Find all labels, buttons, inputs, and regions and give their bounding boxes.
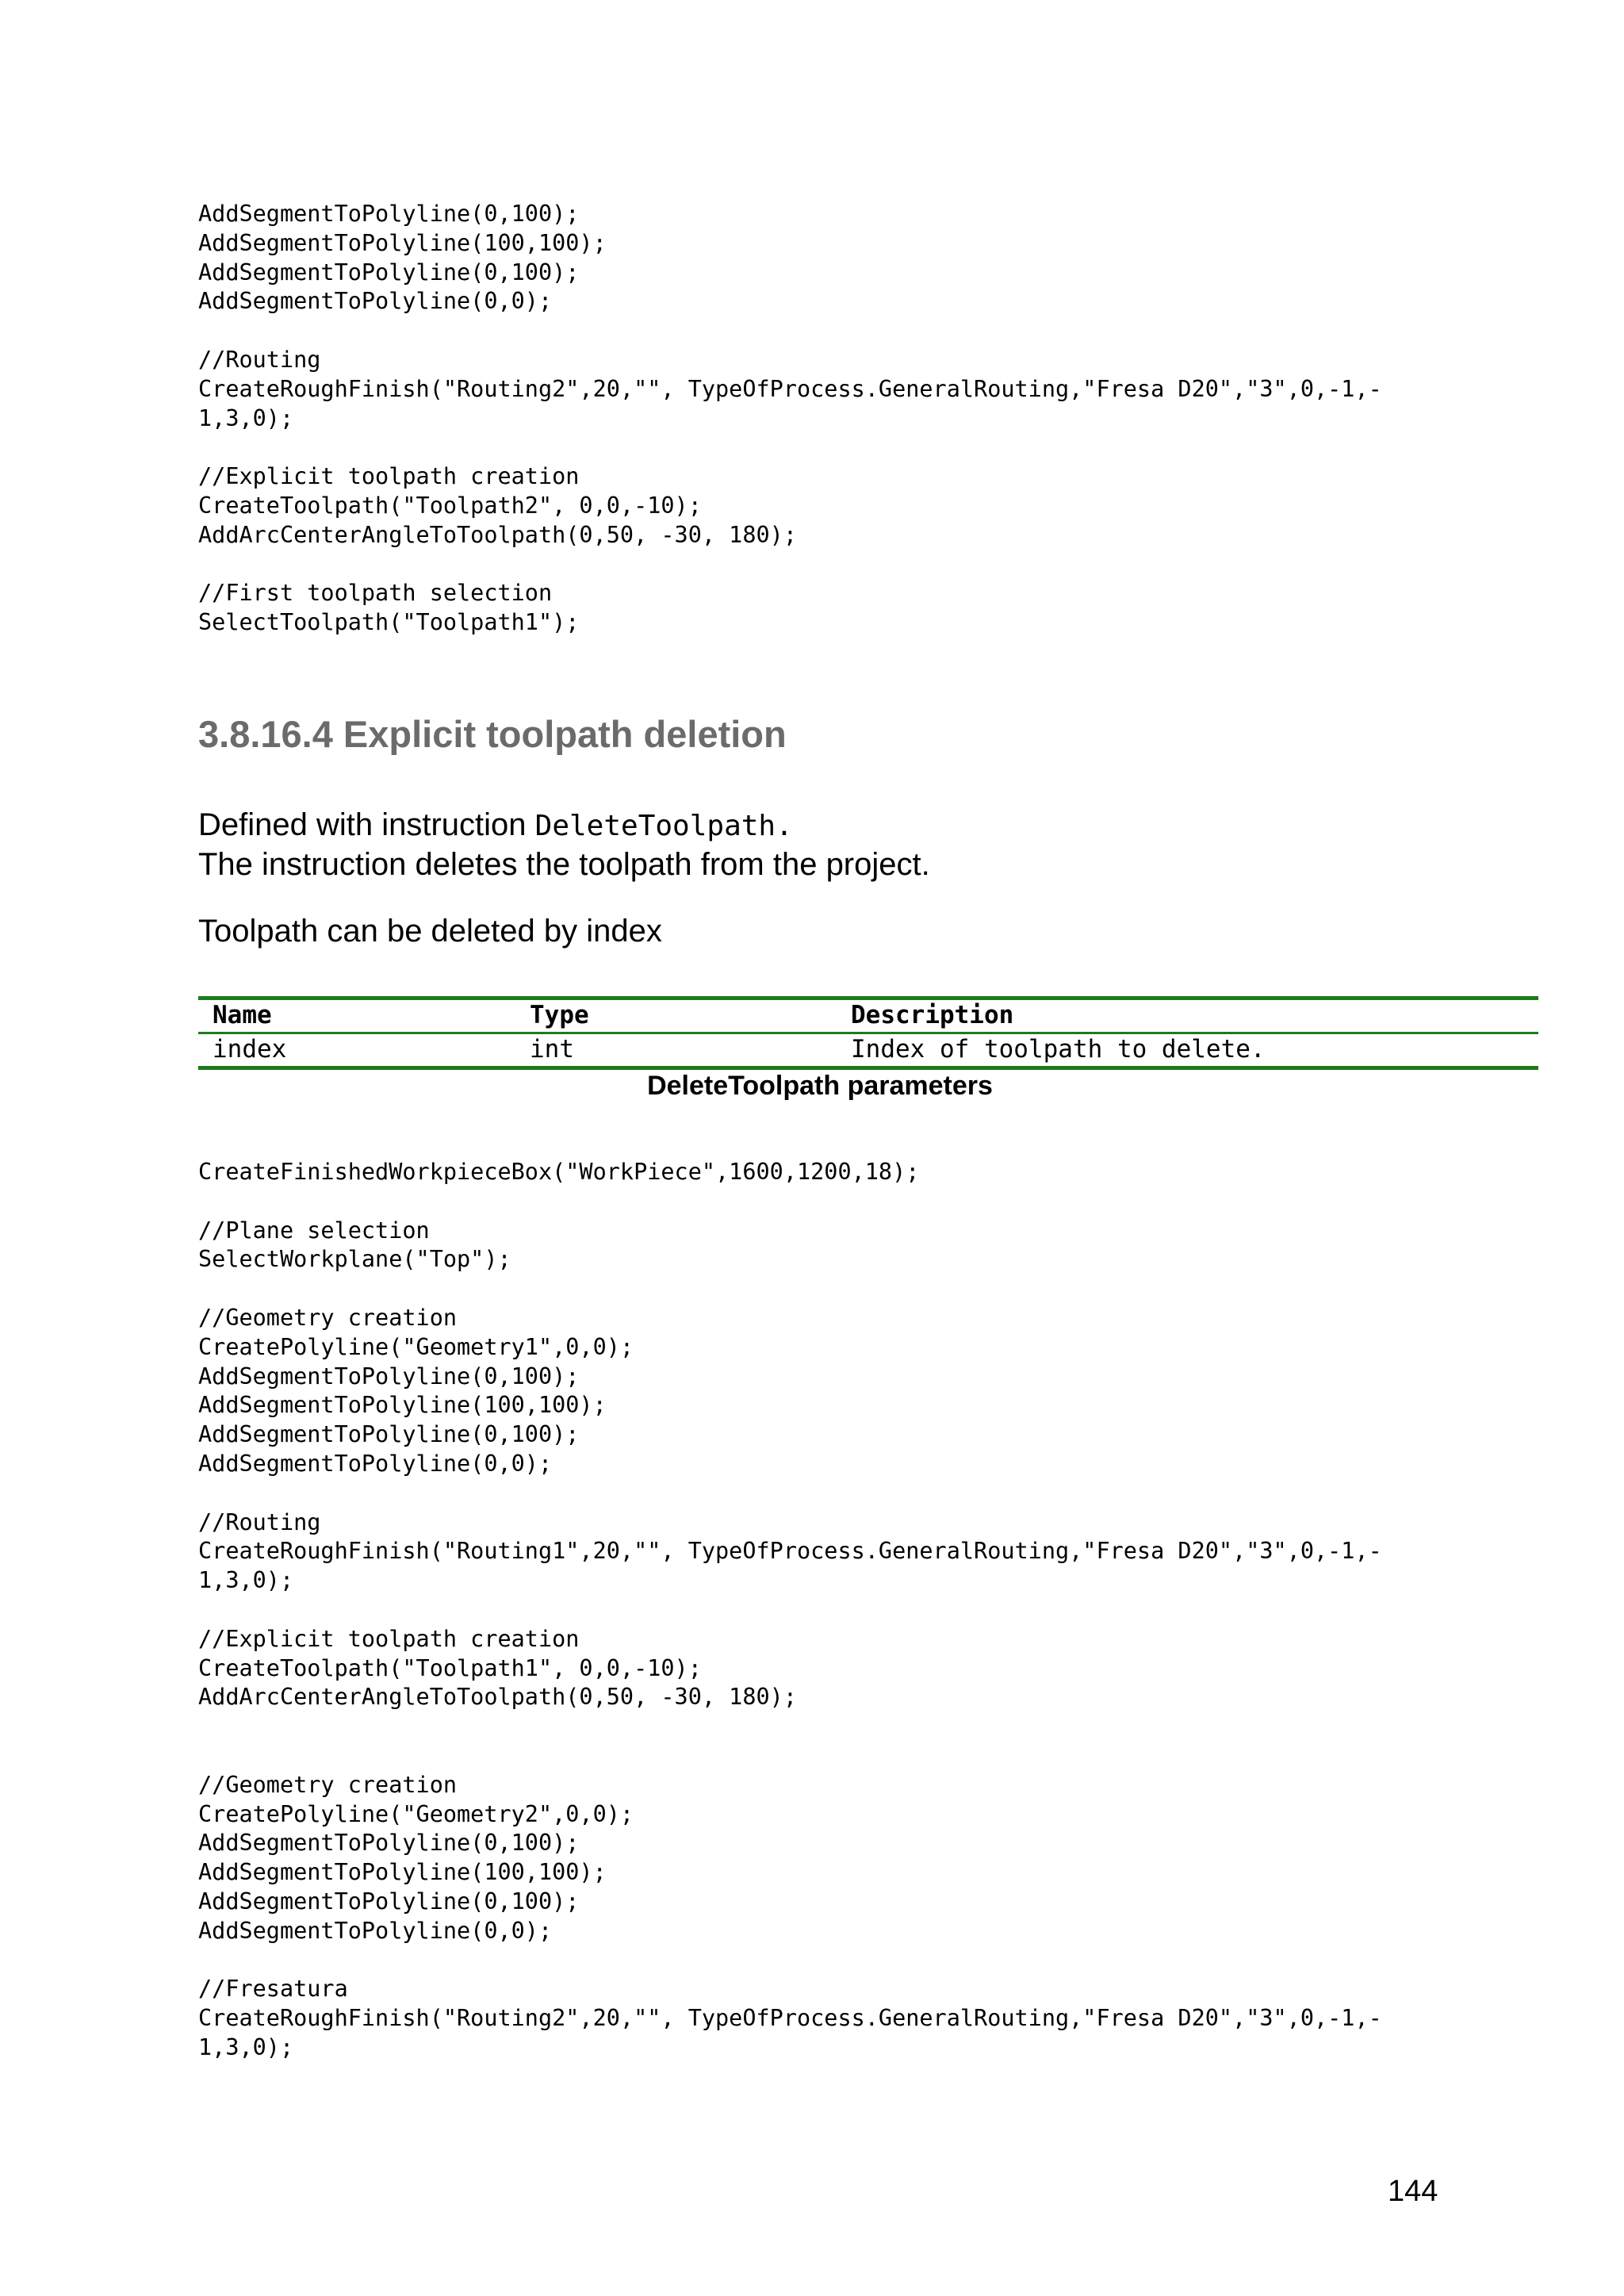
code-line: AddArcCenterAngleToToolpath(0,50, -30, 180); — [198, 521, 797, 548]
code-line: AddSegmentToPolyline(100,100); — [198, 1392, 607, 1419]
code-line: CreateRoughFinish("Routing2",20,"", TypeOfProcess.GeneralRouting,"Fresa D20","3",0,-1,- — [198, 2005, 1382, 2032]
code-line — [198, 1596, 1382, 1625]
code-line: //First toolpath selection — [198, 580, 553, 607]
code-line — [198, 433, 1382, 462]
code-line: 1,3,0); — [198, 404, 294, 431]
inline-code: DeleteToolpath. — [534, 810, 793, 842]
code-line: AddSegmentToPolyline(0,100); — [198, 1421, 580, 1448]
by-index-paragraph: Toolpath can be deleted by index — [198, 914, 662, 949]
table-bottom-rule — [198, 1066, 1538, 1070]
code-line: AddSegmentToPolyline(0,100); — [198, 1830, 580, 1857]
code-line — [198, 1274, 1382, 1304]
code-line: //Plane selection — [198, 1217, 430, 1244]
code-line: //Explicit toolpath creation — [198, 463, 580, 490]
code-line: CreateRoughFinish("Routing1",20,"", TypeOfProcess.GeneralRouting,"Fresa D20","3",0,-1,- — [198, 1538, 1382, 1565]
page-number: 144 — [1388, 2175, 1438, 2208]
code-line: CreateToolpath("Toolpath2", 0,0,-10); — [198, 492, 702, 519]
code-line: //Geometry creation — [198, 1304, 458, 1331]
intro-prefix: Defined with instruction — [198, 807, 535, 842]
intro-line-2: The instruction deletes the toolpath from the project. — [198, 847, 930, 882]
code-line: CreateRoughFinish("Routing2",20,"", TypeOfProcess.GeneralRouting,"Fresa D20","3",0,-1,- — [198, 375, 1382, 402]
code-line: AddSegmentToPolyline(0,100); — [198, 1888, 580, 1915]
code-line: CreatePolyline("Geometry2",0,0); — [198, 1800, 634, 1827]
table-caption: DeleteToolpath parameters — [647, 1071, 993, 1101]
code-line: //Explicit toolpath creation — [198, 1625, 580, 1652]
code-line: CreateFinishedWorkpieceBox("WorkPiece",1600,1200,18); — [198, 1159, 920, 1185]
code-line: SelectToolpath("Toolpath1"); — [198, 609, 580, 636]
code-line: AddSegmentToPolyline(100,100); — [198, 229, 607, 256]
code-line: AddSegmentToPolyline(100,100); — [198, 1859, 607, 1886]
table-cell-description: Index of toolpath to delete. — [851, 1035, 1266, 1064]
code-line — [198, 1479, 1382, 1508]
code-line: AddSegmentToPolyline(0,0); — [198, 1450, 553, 1477]
code-line — [198, 550, 1382, 580]
code-line: AddSegmentToPolyline(0,100); — [198, 1363, 580, 1389]
table-header-name: Name — [213, 1001, 272, 1029]
code-line: 1,3,0); — [198, 1567, 294, 1594]
table-header-description: Description — [851, 1001, 1014, 1029]
code-line: CreateToolpath("Toolpath1", 0,0,-10); — [198, 1654, 702, 1681]
table-header-type: Type — [530, 1001, 589, 1029]
code-line: 1,3,0); — [198, 2033, 294, 2060]
code-line — [198, 1712, 1382, 1742]
code-line: //Geometry creation — [198, 1771, 458, 1798]
code-line: //Routing — [198, 1508, 321, 1535]
code-line: AddArcCenterAngleToToolpath(0,50, -30, 180); — [198, 1684, 797, 1711]
code-line — [198, 1742, 1382, 1771]
code-line: SelectWorkplane("Top"); — [198, 1246, 511, 1273]
code-line — [198, 316, 1382, 346]
table-top-rule — [198, 996, 1538, 1000]
code-line: //Fresatura — [198, 1976, 348, 2003]
code-line: AddSegmentToPolyline(0,100); — [198, 259, 580, 286]
code-block-bottom — [198, 1158, 1382, 2063]
table-header-rule — [198, 1032, 1538, 1034]
code-line: //Routing — [198, 346, 321, 373]
code-line: AddSegmentToPolyline(0,0); — [198, 1917, 553, 1944]
code-line: CreatePolyline("Geometry1",0,0); — [198, 1333, 634, 1360]
code-line — [198, 1946, 1382, 1976]
code-line: AddSegmentToPolyline(0,0); — [198, 288, 553, 315]
intro-paragraph — [198, 806, 930, 884]
section-heading: 3.8.16.4 Explicit toolpath deletion — [198, 713, 787, 755]
code-block-top — [198, 200, 1382, 638]
table-cell-name: index — [213, 1035, 287, 1064]
code-line — [198, 1187, 1382, 1217]
code-line: AddSegmentToPolyline(0,100); — [198, 201, 580, 227]
table-cell-type: int — [530, 1035, 574, 1064]
